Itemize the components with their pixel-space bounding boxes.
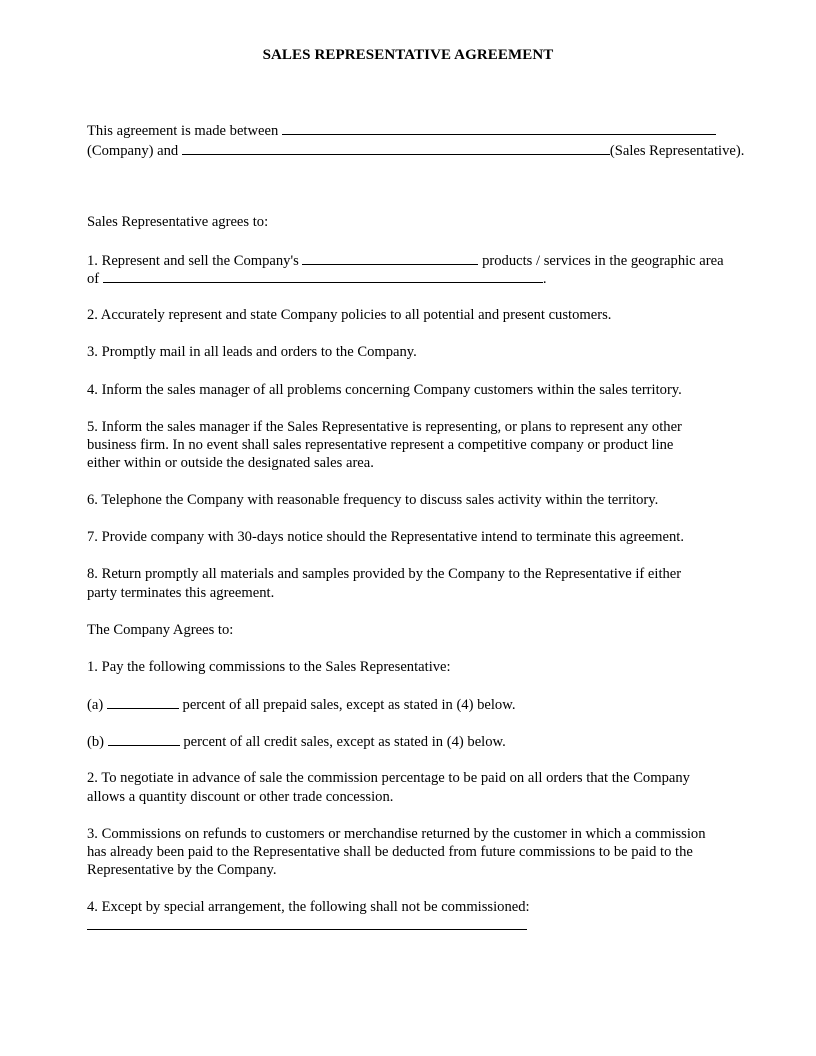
document-title: SALES REPRESENTATIVE AGREEMENT	[262, 47, 554, 63]
company-heading: The Company Agrees to:	[87, 622, 234, 638]
rep-heading: Sales Representative agrees to:	[87, 214, 269, 230]
rep-item-5-line-3: either within or outside the designated sales area.	[87, 455, 374, 471]
rep-item-1-line-2: of .	[87, 271, 547, 287]
rep-item-5-line-2: business firm. In no event shall sales representative represent a competitive company or product line	[87, 437, 674, 453]
rep-item-7: 7. Provide company with 30-days notice should the Representative intend to terminate this agreement.	[87, 529, 684, 545]
rep-item-3: 3. Promptly mail in all leads and orders to the Company.	[87, 344, 417, 360]
commission-a: (a) percent of all prepaid sales, except as stated in (4) below.	[87, 697, 516, 713]
credit-percent-blank[interactable]	[108, 732, 180, 746]
company-item-3-line-2: has already been paid to the Representative shall be deducted from future commissions to be paid to the	[87, 844, 693, 860]
rep-item-2: 2. Accurately represent and state Company policies to all potential and present customers.	[87, 307, 612, 323]
products-blank[interactable]	[302, 251, 478, 265]
company-item-1: 1. Pay the following commissions to the Sales Representative:	[87, 659, 451, 675]
rep-item-8-line-1: 8. Return promptly all materials and samples provided by the Company to the Representative if either	[87, 566, 682, 582]
prepaid-percent-blank[interactable]	[107, 695, 179, 709]
rep-item-6: 6. Telephone the Company with reasonable frequency to discuss sales activity within the territory.	[87, 492, 659, 508]
rep-item-8-line-2: party terminates this agreement.	[87, 585, 275, 601]
company-item-2-line-1: 2. To negotiate in advance of sale the commission percentage to be paid on all orders that the Company	[87, 770, 690, 786]
commission-b: (b) percent of all credit sales, except as stated in (4) below.	[87, 734, 506, 750]
rep-item-5-line-1: 5. Inform the sales manager if the Sales Representative is representing, or plans to represent any other	[87, 419, 682, 435]
exceptions-blank[interactable]	[87, 916, 527, 930]
exceptions-line	[87, 916, 527, 935]
company-item-4: 4. Except by special arrangement, the following shall not be commissioned:	[87, 899, 530, 915]
rep-item-1-line-1: 1. Represent and sell the Company's products / services in the geographic area	[87, 253, 724, 269]
company-item-3-line-1: 3. Commissions on refunds to customers or merchandise returned by the customer in which a commission	[87, 826, 706, 842]
company-item-2-line-2: allows a quantity discount or other trade concession.	[87, 789, 394, 805]
rep-item-4: 4. Inform the sales manager of all problems concerning Company customers within the sales territory.	[87, 382, 682, 398]
intro-line-2: (Company) and (Sales Representative).	[87, 143, 745, 159]
geographic-area-blank[interactable]	[103, 269, 543, 283]
company-name-blank[interactable]	[282, 121, 716, 135]
intro-line-1: This agreement is made between	[87, 121, 716, 140]
company-item-3-line-3: Representative by the Company.	[87, 862, 277, 878]
representative-name-blank[interactable]	[182, 141, 610, 155]
